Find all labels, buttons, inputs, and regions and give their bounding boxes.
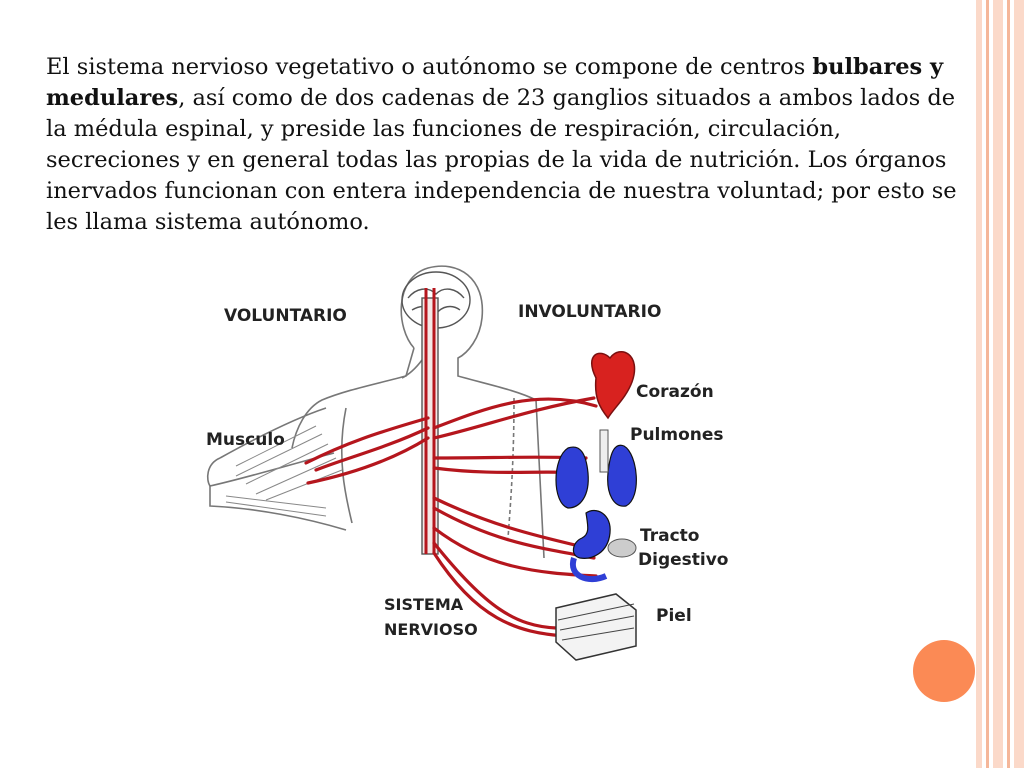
label-piel: Piel bbox=[656, 606, 692, 626]
label-involuntario: INVOLUNTARIO bbox=[518, 302, 662, 322]
paragraph-bold-text: bulbares y medulares bbox=[46, 54, 944, 111]
paragraph-text-2: , así como de dos cadenas de 23 ganglios situados a ambos lados de la médula espinal, y preside las funciones de respiración, circulación, secreciones y en general todas las propias de la vida de nutrición. Los órganos inervados funcionan con entera independencia de nuestra voluntad; por esto se les llama sistema autónomo. bbox=[46, 85, 957, 235]
label-corazon: Corazón bbox=[636, 382, 714, 402]
paragraph-text-1: El sistema nervioso vegetativo o autónomo se compone de centros bbox=[46, 54, 813, 80]
label-digestivo: Digestivo bbox=[638, 550, 729, 570]
label-musculo: Musculo bbox=[206, 430, 285, 450]
decorative-side-stripes bbox=[976, 0, 1024, 768]
orange-circle-decoration bbox=[913, 640, 975, 702]
nervous-system-diagram bbox=[196, 258, 756, 663]
label-sistema: SISTEMA bbox=[384, 595, 464, 614]
label-pulmones: Pulmones bbox=[630, 425, 724, 445]
label-voluntario: VOLUNTARIO bbox=[224, 306, 347, 326]
label-tracto: Tracto bbox=[640, 526, 700, 546]
label-nervioso: NERVIOSO bbox=[384, 620, 478, 639]
body-paragraph bbox=[46, 52, 976, 238]
